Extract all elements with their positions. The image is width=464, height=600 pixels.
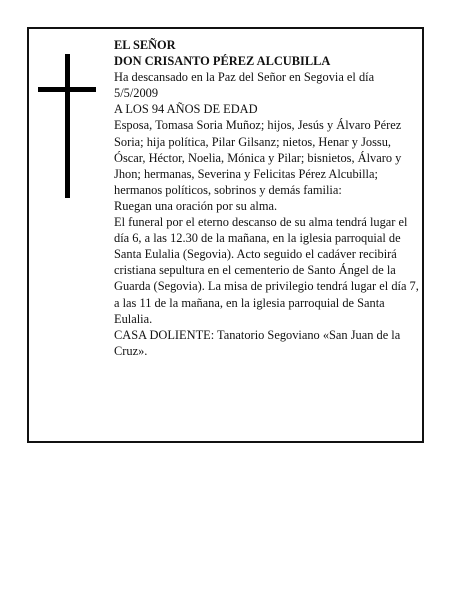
- mourning-house: CASA DOLIENTE: Tanatorio Segoviano «San Juan de la Cruz».: [114, 327, 401, 358]
- cross-vertical-bar: [65, 54, 70, 198]
- prayer-request: Ruegan una oración por su alma.: [114, 198, 278, 213]
- cross-horizontal-bar: [38, 87, 96, 92]
- obituary-text: [114, 37, 420, 359]
- family-list: Esposa, Tomasa Soria Muñoz; hijos, Jesús y Álvaro Pérez Soria; hija política, Pilar Gilsanz; nietos, Henar y Jossu, Óscar, Héctor, Noelia, Mónica y Pilar; bisnietos, Álvaro y Jhon; hermanas, Severina y Felicitas Pérez Alcubilla; hermanos políticos, sobrinos y demás familia:: [114, 118, 402, 197]
- passing-statement: Ha descansado en la Paz del Señor en Segovia el día 5/5/2009: [114, 70, 375, 101]
- funeral-details: El funeral por el eterno descanso de su alma tendrá lugar el día 6, a las 12.30 de la mañana, en la iglesia parroquial de Santa Eulalia (Segovia). Acto seguido el cadáver recibirá cristiana sepultura en el cementerio de Santo Ángel de la Guarda (Segovia). La misa de privilegio tendrá lugar el día 7, a las 11 de la mañana, en la iglesia parroquial de Santa Eulalia.: [114, 215, 419, 326]
- deceased-title: EL SEÑOR: [114, 38, 176, 52]
- cross-icon: [38, 54, 96, 198]
- age-statement: A LOS 94 AÑOS DE EDAD: [114, 102, 258, 117]
- deceased-name: DON CRISANTO PÉREZ ALCUBILLA: [114, 54, 331, 69]
